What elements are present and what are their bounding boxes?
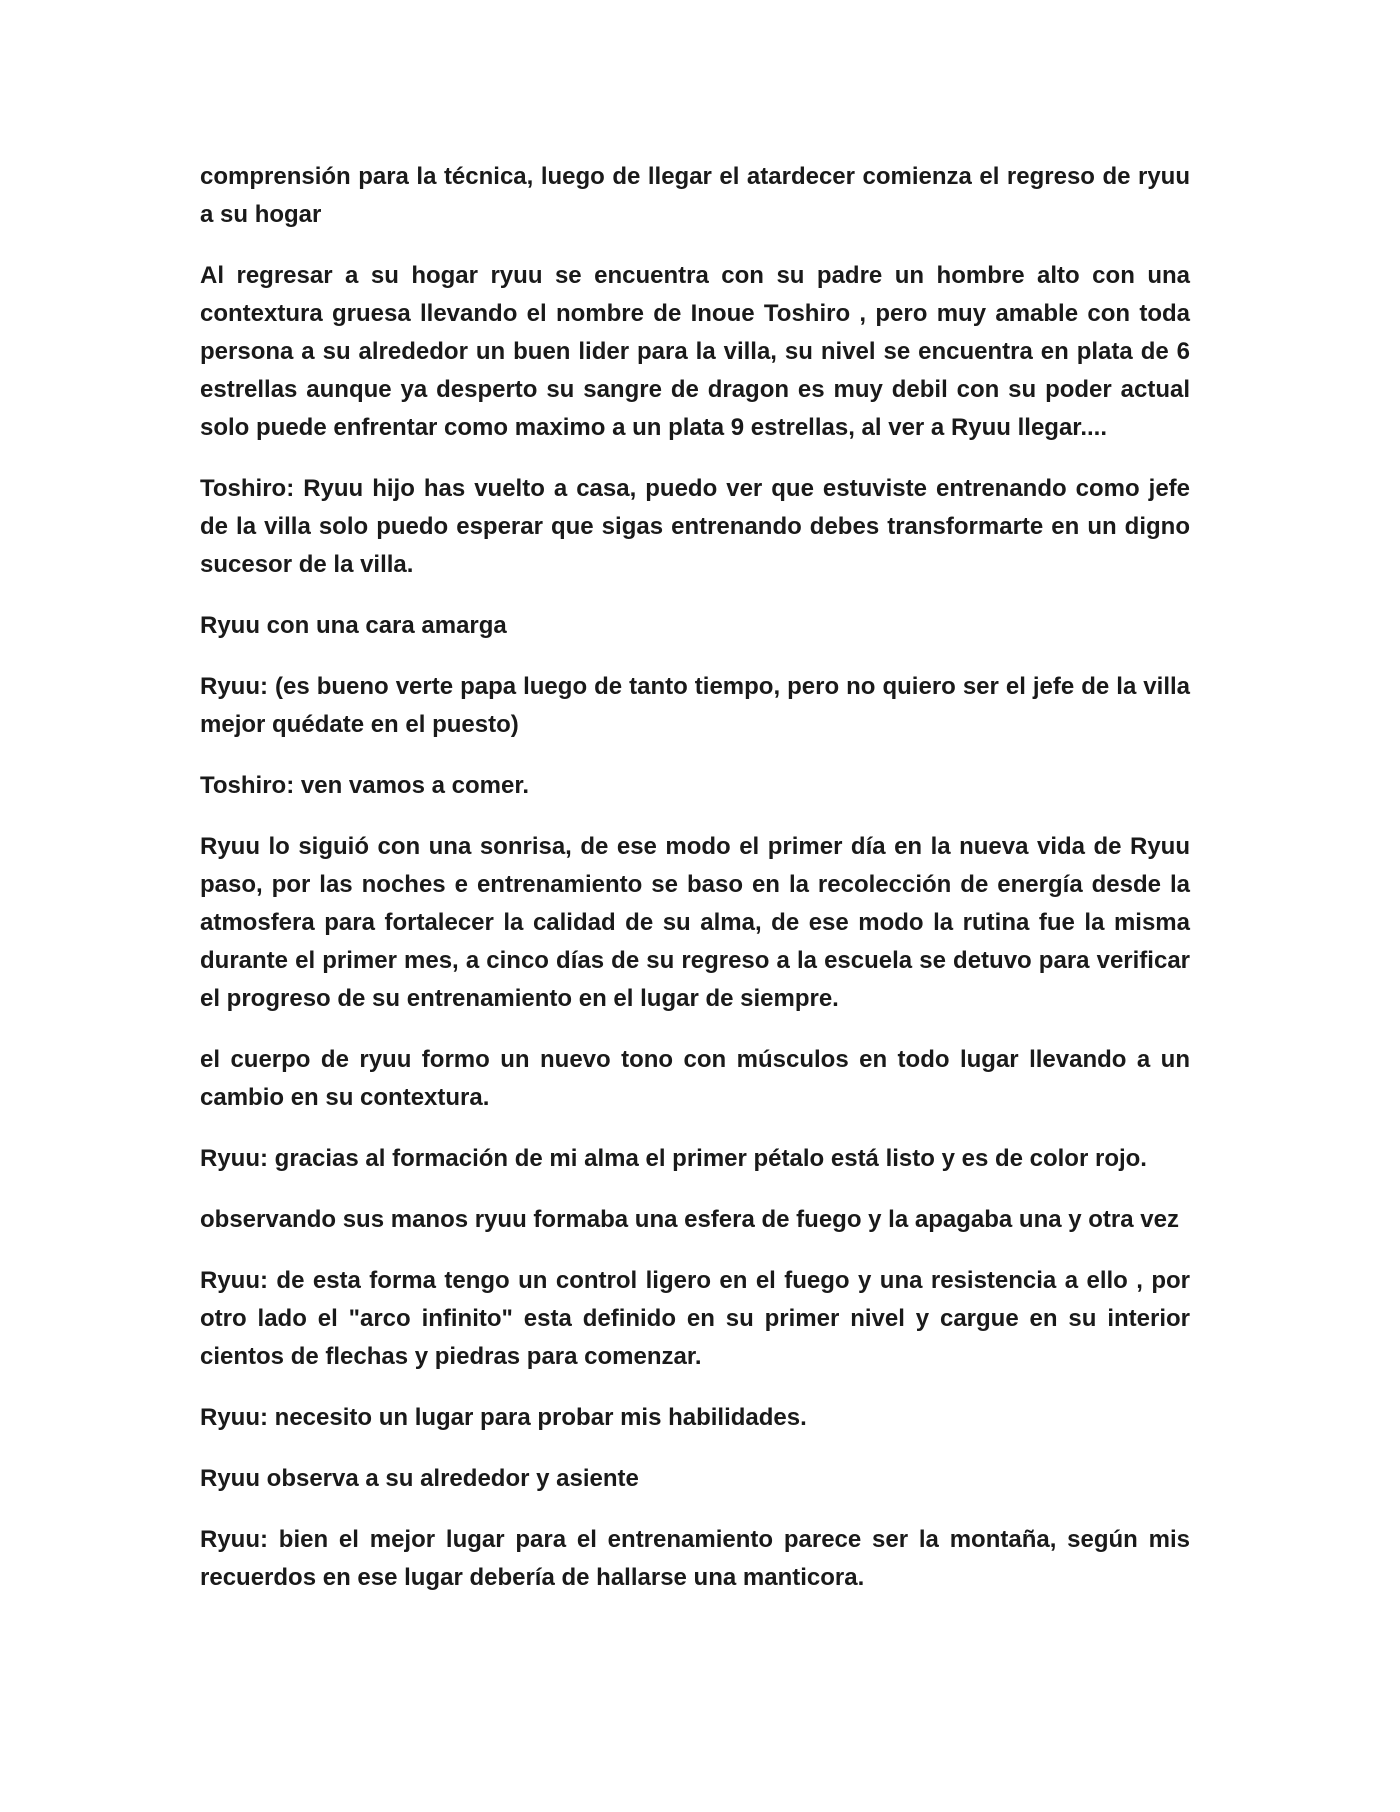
paragraph: Toshiro: ven vamos a comer. [200, 772, 530, 799]
paragraph: Ryuu con una cara amarga [200, 612, 507, 639]
paragraph: observando sus manos ryuu formaba una esfera de fuego y la apagaba una y otra vez [200, 1206, 1179, 1233]
paragraph: Al regresar a su hogar ryuu se encuentra con su padre un hombre alto con una contextura gruesa llevando el nombre de Inoue Toshiro , pero muy amable con toda persona a su alrededor un buen lider para la villa, su nivel se encuentra en plata de 6 estrellas aunque ya desperto su sangre de dragon es muy debil con su poder actual solo puede enfrentar como maximo a un plata 9 estrellas, al ver a Ryuu llegar.... [200, 262, 1190, 441]
paragraph: el cuerpo de ryuu formo un nuevo tono con músculos en todo lugar llevando a un cambio en su contextura. [200, 1046, 1190, 1111]
document-body [200, 158, 1190, 1620]
paragraph: Ryuu lo siguió con una sonrisa, de ese modo el primer día en la nueva vida de Ryuu paso, por las noches e entrenamiento se baso en la recolección de energía desde la atmosfera para fortalecer la calidad de su alma, de ese modo la rutina fue la misma durante el primer mes, a cinco días de su regreso a la escuela se detuvo para verificar el progreso de su entrenamiento en el lugar de siempre. [200, 833, 1190, 1012]
paragraph: Ryuu: bien el mejor lugar para el entrenamiento parece ser la montaña, según mis recuerdos en ese lugar debería de hallarse una manticora. [200, 1526, 1190, 1591]
paragraph: Toshiro: Ryuu hijo has vuelto a casa, puedo ver que estuviste entrenando como jefe de la villa solo puedo esperar que sigas entrenando debes transformarte en un digno sucesor de la villa. [200, 475, 1190, 578]
paragraph: Ryuu: de esta forma tengo un control ligero en el fuego y una resistencia a ello , por otro lado el "arco infinito" esta definido en su primer nivel y cargue en su interior cientos de flechas y piedras para comenzar. [200, 1267, 1190, 1370]
paragraph: comprensión para la técnica, luego de llegar el atardecer comienza el regreso de ryuu a su hogar [200, 163, 1190, 228]
paragraph: Ryuu: gracias al formación de mi alma el primer pétalo está listo y es de color rojo. [200, 1145, 1147, 1172]
paragraph: Ryuu observa a su alrededor y asiente [200, 1465, 639, 1492]
paragraph: Ryuu: necesito un lugar para probar mis habilidades. [200, 1404, 807, 1431]
paragraph: Ryuu: (es bueno verte papa luego de tanto tiempo, pero no quiero ser el jefe de la villa mejor quédate en el puesto) [200, 673, 1190, 738]
